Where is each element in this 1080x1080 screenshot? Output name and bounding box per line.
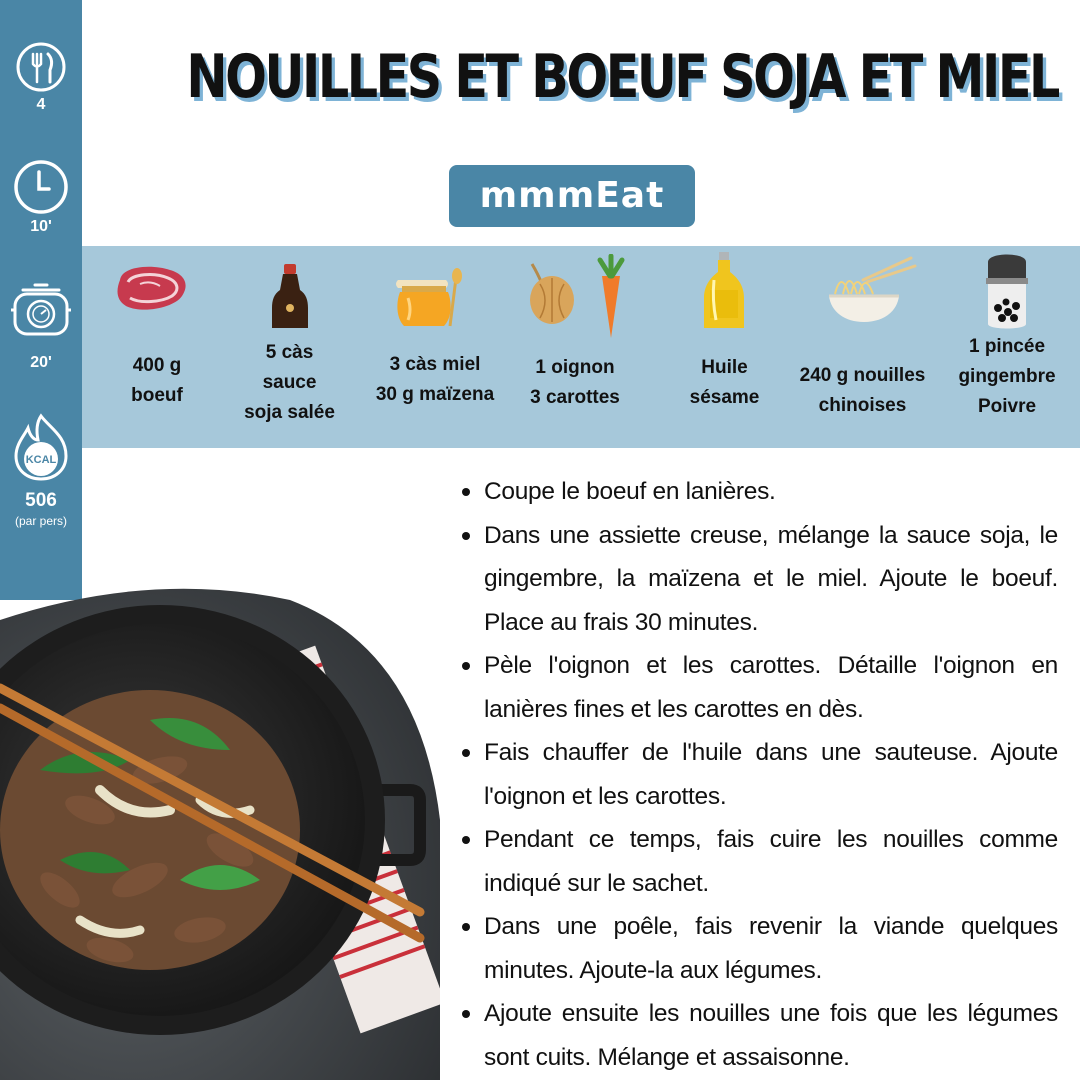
ingredients-band [82, 246, 1080, 448]
recipe-title: NOUILLES ET BOEUF SOJA ET MIEL [186, 42, 1058, 112]
ingredient-oil [662, 246, 787, 448]
recipe-stats-sidebar [0, 0, 82, 600]
cook-time-value: 20' [30, 354, 52, 371]
ingredient-line: 240 g nouilles [799, 365, 926, 386]
ingredient-label [102, 351, 212, 411]
ingredient-label [944, 332, 1070, 422]
recipe-step: Coupe le boeuf en lanières. [458, 470, 1058, 514]
ingredient-line: 30 g maïzena [375, 384, 495, 405]
ingredient-label [232, 338, 347, 428]
honey-jar-icon [390, 266, 474, 332]
ingredient-honey [360, 246, 510, 448]
ingredient-beef [102, 246, 212, 448]
ingredient-line: 5 càs [265, 342, 314, 363]
noodle-bowl-icon [825, 254, 917, 326]
recipe-step: Fais chauffer de l'huile dans une sauteuse. Ajoute l'oignon et les carottes. [458, 731, 1058, 818]
dish-photo [0, 560, 440, 1080]
ingredient-onion-carrots [510, 246, 640, 448]
ingredient-line: 1 oignon [535, 357, 615, 378]
calories-stat [0, 412, 82, 528]
ingredient-pepper [944, 246, 1070, 448]
recipe-step: Ajoute ensuite les nouilles une fois que les légumes sont cuits. Mélange et assaisonne. [458, 992, 1058, 1079]
ingredient-line: boeuf [131, 385, 183, 406]
pepper-grinder-icon [984, 252, 1030, 332]
fork-knife-icon [14, 40, 68, 94]
ingredient-line: 3 càs miel [389, 354, 481, 375]
servings-value: 4 [36, 96, 46, 113]
ingredient-line: chinoises [818, 395, 907, 416]
wok-stir-fry-illustration [0, 560, 440, 1080]
ingredient-soy-sauce [232, 246, 347, 448]
ingredient-label [662, 353, 787, 413]
prep-time-stat [0, 158, 82, 236]
calories-unit: (par pers) [14, 514, 67, 528]
calories-value: 506 [25, 490, 57, 511]
recipe-step: Pendant ce temps, fais cuire les nouilles comme indiqué sur le sachet. [458, 818, 1058, 905]
cooker-icon [9, 280, 73, 342]
soy-sauce-bottle-icon [268, 262, 312, 332]
brand-logo: mmmEat [449, 165, 695, 227]
ingredient-noodles [785, 246, 940, 448]
ingredient-line: sésame [689, 387, 760, 408]
recipe-steps-list [458, 470, 1058, 1079]
ingredient-label [360, 350, 510, 410]
oil-bottle-icon [702, 250, 746, 332]
ingredient-line: soja salée [244, 402, 335, 423]
servings-stat [0, 40, 82, 114]
prep-time-value: 10' [30, 218, 52, 235]
recipe-step: Pèle l'oignon et les carottes. Détaille l'oignon en lanières fines et les carottes en dès. [458, 644, 1058, 731]
ingredient-label [510, 353, 640, 413]
steak-icon [112, 260, 192, 318]
ingredient-line: gingembre [958, 366, 1056, 387]
kcal-badge: KCAL [25, 454, 57, 466]
kcal-flame-icon [10, 412, 72, 482]
recipe-step: Dans une assiette creuse, mélange la sauce soja, le gingembre, la maïzena et le miel. Ajoute le boeuf. Place au frais 30 minutes. [458, 514, 1058, 645]
clock-icon [12, 158, 70, 216]
onion-carrot-icon [514, 254, 640, 338]
recipe-step: Dans une poêle, fais revenir la viande quelques minutes. Ajoute-la aux légumes. [458, 905, 1058, 992]
ingredient-line: Huile [701, 357, 748, 378]
ingredient-line: 1 pincée [968, 336, 1046, 357]
ingredient-line: sauce [262, 372, 317, 393]
ingredient-line: Poivre [977, 396, 1037, 417]
ingredient-label [785, 361, 940, 421]
ingredient-line: 3 carottes [530, 387, 620, 408]
ingredient-line: 400 g [132, 355, 182, 376]
cook-time-stat [0, 280, 82, 372]
